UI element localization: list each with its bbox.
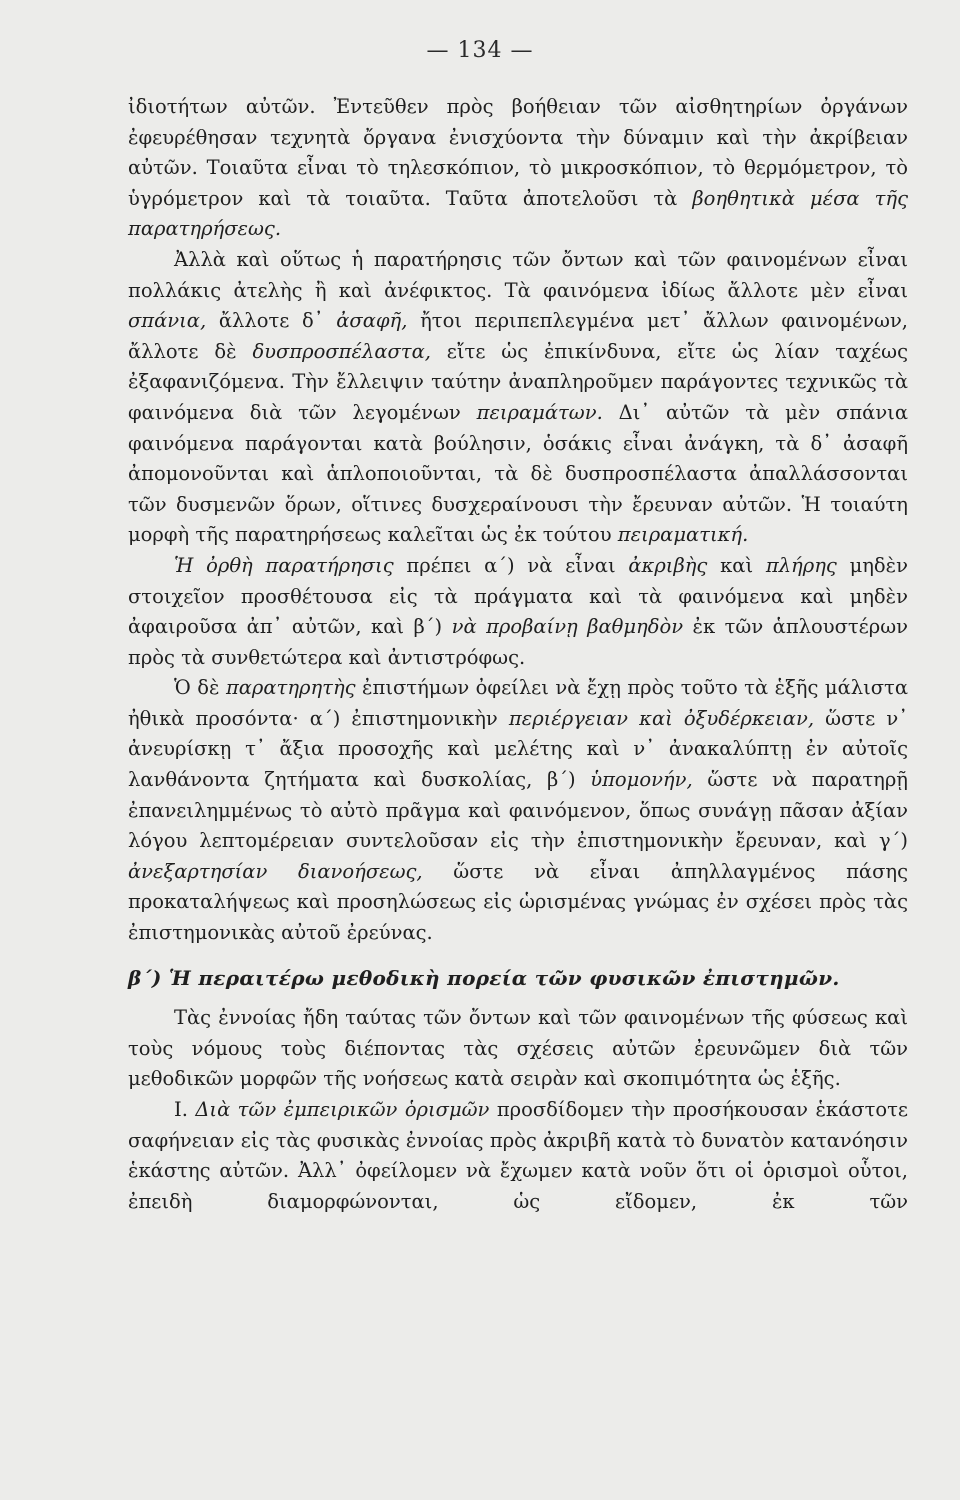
text-run: ἐπιστήμων ὀφείλει νὰ ἔχῃ πρὸς τοῦτο τὰ ἑξῆς μάλιστα ἠθικὰ προσόντα· α΄) ἐπιστημονικὴν [128, 676, 909, 730]
text-run: ὥστε ν᾽ ἀνευρίσκῃ τ᾽ ἄξια προσοχῆς καὶ μελέτης καὶ ν᾽ ἀνακαλύπτῃ ἐν αὐτοῖς λανθάνοντα ζητήματα καὶ δυσκολίας, β΄) [128, 706, 909, 792]
italic-term: πειραμάτων. [476, 400, 603, 424]
italic-term: πειραματική. [617, 523, 749, 547]
italic-term: σπάνια, [128, 309, 207, 333]
section-heading: β΄) Ἡ περαιτέρω μεθοδικὴ πορεία τῶν φυσικῶν ἐπιστημῶν. [128, 965, 840, 990]
paragraph-6 [128, 1095, 908, 1217]
italic-term: βοηθητικὰ μέσα τῆς παρατηρήσεως. [128, 186, 908, 241]
text-run: Δι᾽ αὐτῶν τὰ μὲν σπάνια φαινόμενα παράγονται κατὰ βούλησιν, ὁσάκις εἶναι ἀνάγκη, τὰ δ᾽ ἀσαφῆ ἀπομονοῦνται καὶ ἁπλοποιοῦνται, τὰ δὲ δυσπροσπέλαστα ἀπαλλάσσονται τῶν δυσμενῶν ὅρων, οἵτινες δυσχεραίνουσι τὴν ἔρευναν αὐτῶν. Ἡ τοιαύτη μορφὴ τῆς παρατηρήσεως καλεῖται ὡς ἐκ τούτου [128, 400, 908, 547]
italic-term: περιέργειαν καὶ ὀξυδέρκειαν, [508, 706, 815, 730]
text-run: ἤτοι περιπεπλεγμένα μετ᾽ ἄλλων φαινομένων, ἄλλοτε δὲ [128, 309, 909, 363]
italic-term: Διὰ τῶν ἐμπειρικῶν ὁρισμῶν [195, 1098, 490, 1121]
paragraph-2 [128, 245, 908, 551]
paragraph-1 [128, 92, 908, 245]
text-run: προσδίδομεν τὴν προσήκουσαν ἑκάστοτε σαφήνειαν εἰς τὰς φυσικὰς ἐννοίας πρὸς ἀκριβῆ κατὰ τὸ δυνατὸν κατανόησιν ἑκάστης αὐτῶν. Ἀλλ᾽ ὀφείλομεν νὰ ἔχωμεν κατὰ νοῦν ὅτι οἱ ὁρισμοὶ οὗτοι, ἐπειδὴ διαμορφώνονται, ὡς εἴδομεν, ἐκ τῶν [128, 1098, 908, 1213]
italic-term: Ἡ ὀρθὴ παρατήρησις [174, 553, 394, 577]
text-run: πρέπει α΄) νὰ εἶναι [393, 553, 629, 577]
text-run: Ὁ δὲ [174, 676, 226, 700]
italic-term: δυσπροσπέλαστα, [252, 339, 431, 363]
italic-term: ὑπομονήν, [590, 768, 693, 792]
body-text [128, 92, 908, 1217]
text-run: μηδὲν στοιχεῖον προσθέτουσα εἰς τὰ πράγματα καὶ τὰ φαινόμενα καὶ μηδὲν ἀφαιροῦσα ἀπ᾽ αὐτῶν, καὶ β΄) [128, 553, 908, 639]
text-run: Τὰς ἐννοίας ἤδη ταύτας τῶν ὄντων καὶ τῶν φαινομένων τῆς φύσεως καὶ τοὺς νόμους τοὺς διέποντας τὰς σχέσεις αὐτῶν ἐρευνῶμεν διὰ τῶν μεθοδικῶν μορφῶν τῆς νοήσεως κατὰ σειρὰν καὶ σκοπιμότητα ὡς ἑξῆς. [128, 1006, 908, 1091]
paragraph-3 [128, 551, 908, 673]
text-run: I. [174, 1098, 196, 1121]
text-run: ἐκ τῶν ἁπλουστέρων πρὸς τὰ συνθετώτερα καὶ ἀντιστρόφως. [128, 615, 909, 669]
text-run: καὶ [707, 553, 766, 577]
italic-term: ἀσαφῆ, [336, 309, 408, 333]
page-number: — 134 — [426, 38, 534, 63]
italic-term: νὰ προβαίνῃ βαθμηδὸν [451, 615, 684, 639]
paragraph-4 [128, 673, 908, 948]
text-run: ἰδιοτήτων αὐτῶν. Ἐντεῦθεν πρὸς βοήθειαν τῶν αἰσθητηρίων ὀργάνων ἐφευρέθησαν τεχνητὰ ὄργανα ἐνισχύοντα τὴν δύναμιν καὶ τὴν ἀκρίβειαν αὐτῶν. Τοιαῦτα εἶναι τὸ τηλεσκόπιον, τὸ μικροσκόπιον, τὸ θερμόμετρον, τὸ ὑγρόμετρον καὶ τὰ τοιαῦτα. Ταῦτα ἀποτελοῦσι τὰ [128, 95, 908, 210]
text-run: εἴτε ὡς ἐπικίνδυνα, εἴτε ὡς λίαν ταχέως ἐξαφανιζόμενα. Τὴν ἔλλειψιν ταύτην ἀναπληροῦμεν παράγοντες τεχνικῶς τὰ φαινόμενα διὰ τῶν λεγομένων [128, 339, 908, 424]
paragraph-5 [128, 1003, 908, 1095]
italic-term: ἀκριβὴς [628, 553, 708, 577]
italic-term: ἀνεξαρτησίαν διανοήσεως, [128, 859, 423, 883]
italic-term: παρατηρητὴς [225, 676, 356, 700]
text-run: ὥστε νὰ παρατηρῇ ἐπανειλημμένως τὸ αὐτὸ πρᾶγμα καὶ φαινόμενον, ὅπως συνάγῃ πᾶσαν ἀξίαν λόγου λεπτομέρειαν συντελοῦσαν εἰς τὴν ἐπιστημονικὴν ἔρευναν, καὶ γ΄) [128, 768, 908, 853]
text-run: Ἀλλὰ καὶ οὕτως ἡ παρατήρησις τῶν ὄντων καὶ τῶν φαινομένων εἶναι πολλάκις ἀτελὴς ἢ καὶ ἀνέφικτος. Τὰ φαινόμενα ἰδίως ἄλλοτε μὲν εἶναι [128, 247, 908, 302]
italic-term: πλήρης [765, 553, 837, 577]
text-run: ὥστε νὰ εἶναι ἀπηλλαγμένος πάσης προκαταλήψεως καὶ προσηλώσεως εἰς ὡρισμένας γνώμας ἐν σχέσει πρὸς τὰς ἐπιστημονικὰς αὐτοῦ ἐρεύνας. [128, 859, 908, 945]
text-run: ἄλλοτε δ᾽ [206, 309, 337, 333]
